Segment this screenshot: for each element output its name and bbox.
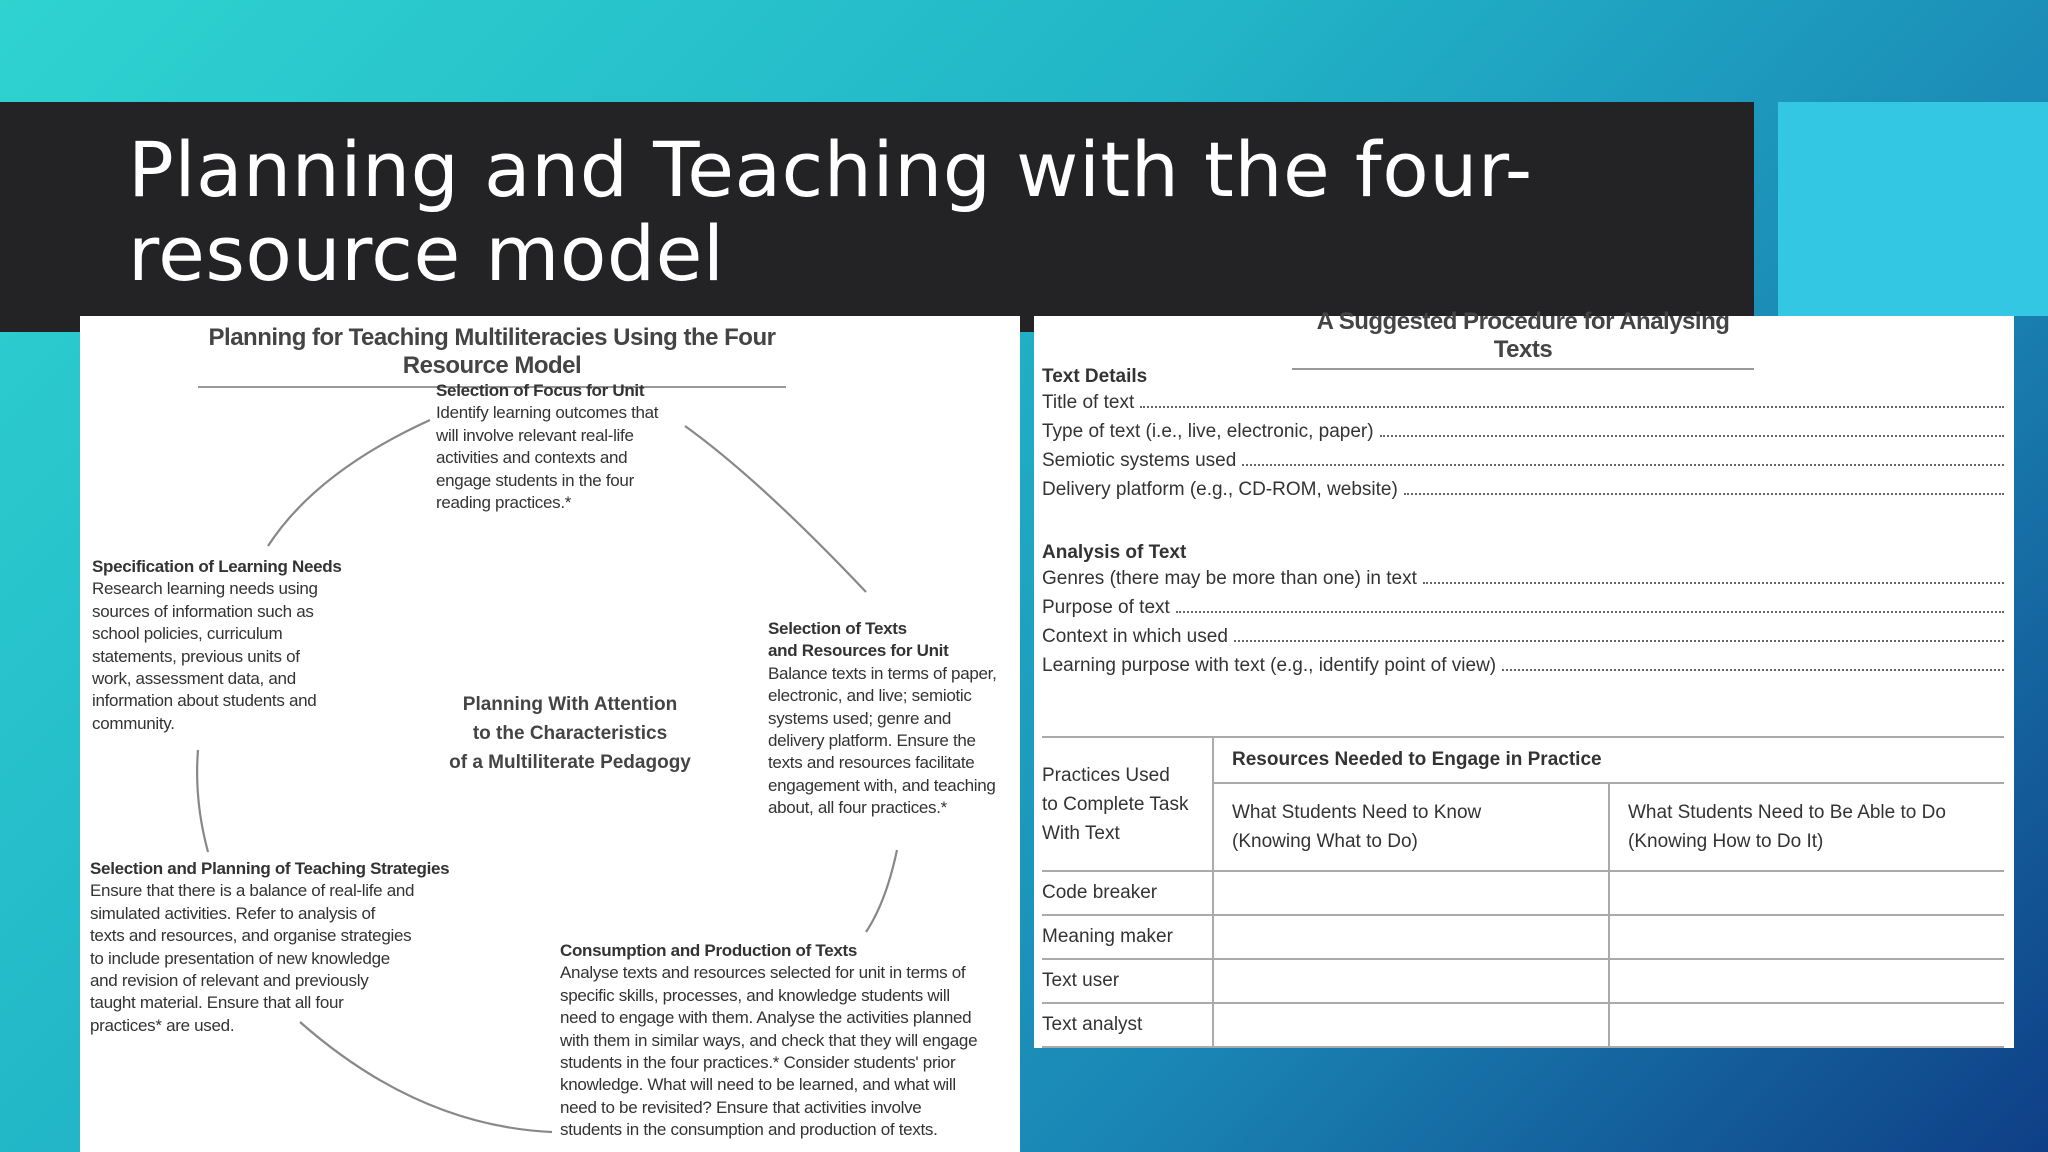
strategies-line: texts and resources, and organise strategies [90,926,412,946]
needs-line: sources of information such as [92,601,314,621]
texts-line: delivery platform. Ensure the [768,731,976,751]
dotted-leader [1404,493,2004,495]
field-label: Learning purpose with text (e.g., identify point of view) [1042,655,1497,676]
do-cell [1609,871,2004,915]
strategies-line: practices* are used. [90,1015,235,1035]
know-header [1213,783,1609,871]
center-line: to the Characteristics [472,723,668,744]
four-resource-planning-figure [80,316,1020,1152]
texts-line: texts and resources facilitate [768,753,975,773]
text-analysis-procedure [1034,308,2014,1048]
consumption-line: students in the consumption and production of texts. [560,1120,938,1140]
do-header-line: (Knowing How to Do It) [1628,831,1824,852]
know-header-line: (Knowing What to Do) [1232,831,1418,852]
consumption-line: Analyse texts and resources selected for unit in terms of [560,963,966,983]
field-label: Type of text (i.e., live, electronic, paper) [1042,421,1374,442]
block-learning-needs [92,556,362,735]
needs-line: Research learning needs using [92,579,318,599]
needs-line: work, assessment data, and [92,669,296,689]
block-texts [768,618,1018,820]
strategies-line: Ensure that there is a balance of real-life and [90,881,415,901]
do-header [1609,783,2004,871]
arc-consumption-to-strategies [300,1022,552,1132]
text-details-heading: Text Details [1042,366,1148,387]
do-cell [1609,959,2004,1003]
consumption-line: specific skills, processes, and knowledge students will [560,985,950,1005]
focus-line: activities and contexts and [436,448,628,468]
accent-square [1778,102,2048,316]
field-label: Purpose of text [1042,597,1170,618]
strategies-line: simulated activities. Refer to analysis of [90,903,376,923]
analysis-heading: Analysis of Text [1042,542,1187,563]
dotted-leader [1176,611,2004,613]
needs-line: information about students and [92,691,317,711]
field-label: Context in which used [1042,626,1228,647]
practices-header-line: Practices Used [1042,764,1170,786]
field-label: Genres (there may be more than one) in text [1042,568,1417,589]
text-details-field [1042,417,2004,443]
center-line: of a Multiliterate Pedagogy [449,752,691,773]
analysis-field [1042,651,2004,677]
focus-line: reading practices.* [436,493,572,513]
focus-line: Identify learning outcomes that [436,403,659,423]
arc-needs-to-focus [268,420,430,546]
texts-line: systems used; genre and [768,708,952,728]
arc-strategies-to-needs [197,750,208,852]
practices-header-line: to Complete Task [1042,793,1189,815]
know-header-line: What Students Need to Know [1232,802,1482,823]
consumption-line: with them in similar ways, and check that they will engage [560,1030,978,1050]
practice-row-label: Code breaker [1042,871,1213,915]
practices-header-line: With Text [1042,822,1120,844]
practice-row-label: Text analyst [1042,1003,1213,1047]
consumption-line: need to be revisited? Ensure that activities involve [560,1097,922,1117]
know-cell [1213,959,1609,1003]
center-label [430,690,710,777]
arc-texts-to-consumption [866,850,897,932]
do-header-line: What Students Need to Be Able to Do [1628,802,1946,823]
slide-title: Planning and Teaching with the four-resource model [128,125,1533,298]
dotted-leader [1140,406,2004,408]
focus-line: will involve relevant real-life [436,425,634,445]
focus-heading: Selection of Focus for Unit [436,381,645,400]
center-line: Planning With Attention [462,694,678,715]
text-details-field [1042,446,2004,472]
strategies-line: and revision of relevant and previously [90,971,369,991]
left-figure-title: Planning for Teaching Multiliteracies Using the Four Resource Model [198,324,786,388]
strategies-line: to include presentation of new knowledge [90,948,390,968]
dotted-leader [1502,669,2004,671]
analysis-field [1042,564,2004,590]
know-cell [1213,915,1609,959]
analysis-field [1042,622,2004,648]
consumption-heading: Consumption and Production of Texts [560,941,858,960]
do-cell [1609,1003,2004,1047]
text-details-field [1042,475,2004,501]
text-details-field [1042,388,2004,414]
texts-heading: Selection of Texts [768,619,907,638]
needs-heading: Specification of Learning Needs [92,557,342,576]
needs-line: community. [92,713,175,733]
resources-header: Resources Needed to Engage in Practice [1213,737,2004,783]
dotted-leader [1380,435,2004,437]
block-teaching-strategies [90,858,450,1037]
texts-line: about, all four practices.* [768,798,947,818]
arc-focus-to-texts [685,426,866,592]
needs-line: statements, previous units of [92,646,300,666]
consumption-line: need to engage with them. Analyse the activities planned [560,1008,972,1028]
dotted-leader [1234,640,2004,642]
strategies-heading: Selection and Planning of Teaching Strategies [90,859,450,878]
texts-line: and Resources for Unit [768,641,949,661]
needs-line: school policies, curriculum [92,624,283,644]
know-cell [1213,1003,1609,1047]
block-focus [436,380,696,514]
consumption-line: knowledge. What will need to be learned, and what will [560,1075,956,1095]
field-label: Semiotic systems used [1042,450,1237,471]
do-cell [1609,915,2004,959]
texts-line: Balance texts in terms of paper, [768,663,997,683]
field-label: Title of text [1042,392,1135,413]
block-consumption-production [560,940,1015,1142]
practice-row-label: Meaning maker [1042,915,1213,959]
practices-header [1042,737,1213,871]
know-cell [1213,871,1609,915]
practices-resources-table [1042,736,2004,1048]
right-figure-title: A Suggested Procedure for Analysing Texts [1292,308,1754,370]
dotted-leader [1423,582,2004,584]
analysis-field [1042,593,2004,619]
texts-line: electronic, and live; semiotic [768,686,972,706]
field-label: Delivery platform (e.g., CD-ROM, website) [1042,479,1398,500]
dotted-leader [1242,464,2004,466]
practice-row-label: Text user [1042,959,1213,1003]
strategies-line: taught material. Ensure that all four [90,993,344,1013]
consumption-line: students in the four practices.* Consider students' prior [560,1053,956,1073]
texts-line: engagement with, and teaching [768,775,996,795]
focus-line: engage students in the four [436,470,634,490]
